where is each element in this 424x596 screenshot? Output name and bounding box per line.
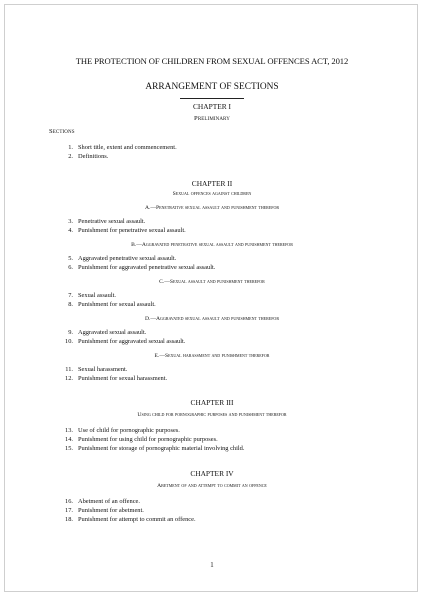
list-item bbox=[61, 264, 215, 271]
chapter-2-heading: CHAPTER II bbox=[191, 179, 233, 188]
list-item bbox=[61, 375, 167, 382]
section-number: 15. bbox=[65, 445, 73, 452]
section-number: 10. bbox=[65, 338, 73, 345]
section-title: Punishment for aggravated penetrative sexual assault. bbox=[78, 264, 216, 271]
section-title: Abetment of an offence. bbox=[78, 498, 140, 505]
list-item bbox=[61, 218, 145, 225]
subchapter-d-heading: D.—Aggravated sexual assault and punishment therefor bbox=[144, 316, 279, 322]
section-number: 7. bbox=[68, 292, 73, 299]
section-number: 17. bbox=[65, 507, 73, 514]
list-item bbox=[61, 153, 108, 160]
list-item bbox=[61, 255, 176, 262]
list-item bbox=[61, 338, 185, 345]
act-title: THE PROTECTION OF CHILDREN FROM SEXUAL OFFENCES ACT, 2012 bbox=[75, 56, 349, 66]
subchapter-e-heading: E.—Sexual harassment and punishment therefor bbox=[154, 353, 270, 359]
section-number: 6. bbox=[68, 264, 73, 271]
list-item bbox=[61, 366, 127, 373]
section-number: 12. bbox=[65, 375, 73, 382]
section-title: Punishment for penetrative sexual assault. bbox=[78, 227, 186, 234]
subchapter-b-heading: B.—Aggravated penetrative sexual assault and punishment therefor bbox=[131, 242, 293, 248]
chapter-3-title: Using child for pornographic purposes and punishment therefor bbox=[137, 412, 287, 418]
section-title: Punishment for aggravated sexual assault. bbox=[78, 338, 186, 345]
section-number: 14. bbox=[65, 436, 73, 443]
section-number: 8. bbox=[68, 301, 73, 308]
section-number: 3. bbox=[68, 218, 73, 225]
list-item bbox=[61, 516, 196, 523]
subchapter-c-heading: C.—Sexual assault and punishment therefor bbox=[159, 279, 265, 285]
section-title: Punishment for storage of pornographic material involving child. bbox=[78, 445, 245, 452]
section-title: Sexual harassment. bbox=[78, 366, 128, 373]
section-title: Aggravated penetrative sexual assault. bbox=[78, 255, 177, 262]
list-item bbox=[61, 329, 146, 336]
chapter-1-heading: CHAPTER I bbox=[193, 102, 231, 111]
section-title: Punishment for using child for pornographic purposes. bbox=[78, 436, 218, 443]
chapter-2-title: Sexual offences against children bbox=[172, 191, 252, 197]
section-title: Use of child for pornographic purposes. bbox=[78, 427, 180, 434]
chapter-4-heading: CHAPTER IV bbox=[190, 469, 234, 478]
list-item bbox=[61, 445, 244, 452]
chapter-1-title: Preliminary bbox=[194, 115, 230, 122]
section-number: 18. bbox=[65, 516, 73, 523]
list-item bbox=[61, 292, 116, 299]
section-number: 9. bbox=[68, 329, 73, 336]
section-number: 5. bbox=[68, 255, 73, 262]
sections-label: Sections bbox=[49, 128, 75, 135]
section-title: Penetrative sexual assault. bbox=[78, 218, 146, 225]
section-title: Definitions. bbox=[78, 153, 109, 160]
arrangement-heading: ARRANGEMENT OF SECTIONS bbox=[145, 82, 279, 92]
section-number: 1. bbox=[68, 144, 73, 151]
section-title: Short title, extent and commencement. bbox=[78, 144, 177, 151]
section-title: Punishment for abetment. bbox=[78, 507, 144, 514]
chapter-3-heading: CHAPTER III bbox=[190, 398, 234, 407]
divider-rule bbox=[180, 98, 244, 99]
section-number: 4. bbox=[68, 227, 73, 234]
section-number: 13. bbox=[65, 427, 73, 434]
section-title: Aggravated sexual assault. bbox=[78, 329, 147, 336]
document-page bbox=[4, 4, 418, 592]
subchapter-a-heading: A.—Penetrative sexual assault and punishment therefor bbox=[144, 205, 280, 211]
section-title: Sexual assault. bbox=[78, 292, 116, 299]
list-item bbox=[61, 227, 186, 234]
section-number: 16. bbox=[65, 498, 73, 505]
list-item bbox=[61, 301, 156, 308]
list-item bbox=[61, 498, 140, 505]
section-title: Punishment for sexual assault. bbox=[78, 301, 156, 308]
page-number: 1 bbox=[210, 562, 214, 569]
section-number: 2. bbox=[68, 153, 73, 160]
section-title: Punishment for attempt to commit an offence. bbox=[78, 516, 196, 523]
chapter-4-title: Abetment of and attempt to commit an offence bbox=[157, 483, 267, 489]
list-item bbox=[61, 427, 180, 434]
list-item bbox=[61, 507, 144, 514]
list-item bbox=[61, 436, 218, 443]
section-title: Punishment for sexual harassment. bbox=[78, 375, 168, 382]
section-number: 11. bbox=[65, 366, 73, 373]
list-item bbox=[61, 144, 177, 151]
